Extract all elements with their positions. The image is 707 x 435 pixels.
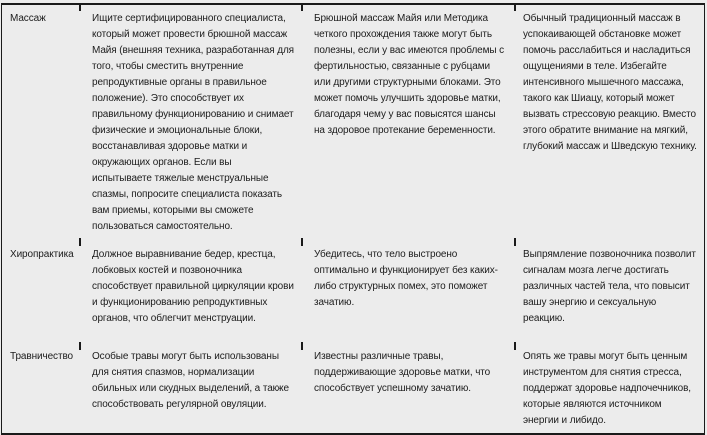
column-tick — [79, 238, 81, 246]
cell-massage-maya-technique: Брюшной массаж Майя или Методика четкого прохождения также могут быть полезны, если у вас имеются проблемы с фертильностью, связанные с рубцами или другими структурными блоками. Это может помочь улучшить здоровье матки, благодаря чему у вас повысятся шансы на здоровое протекание беременности. — [314, 13, 505, 136]
column-tick — [514, 238, 516, 246]
column-tick — [301, 3, 303, 11]
row-label-massage: Массаж — [10, 13, 46, 24]
cell-massage-seek-specialist: Ищите сертифицированного специалиста, который может провести брюшной массаж Майя (внешняя техника, разработанная для того, чтобы сместить внутренние репродуктивные органы в правильное положение). Это способствует их правильному функционированию и снимает физические и эмоциональные блоки, восстанавливая здоровье матки и окружающих органов. Если вы испытываете тяжелые менструальные спазмы, попросите специалиста показать вам приемы, которыми вы сможете пользоваться самостоятельно. — [92, 13, 294, 232]
cell-chiropractic-alignment: Должное выравнивание бедер, крестца, лобковых костей и позвоночника способствует правильной циркуляции крови и функционированию репродуктивных органов, что облегчит менструации. — [92, 249, 294, 324]
column-tick — [79, 342, 81, 350]
column-tick — [79, 3, 81, 11]
row-label-herbalism: Травничество — [10, 351, 74, 362]
cell-herbalism-stress: Опять же травы могут быть ценным инструментом для снятия стресса, поддержат здоровье надпочечников, которые являются источником энергии и либидо. — [523, 351, 691, 426]
column-tick — [301, 238, 303, 246]
cell-chiropractic-conception: Убедитесь, что тело выстроено оптимально и функционирует без каких-либо структурных помех, это поможет зачатию. — [314, 249, 498, 308]
cell-herbalism-uterus: Известны различные травы, поддерживающие здоровье матки, что способствует успешному зачатию. — [314, 351, 491, 394]
cell-herbalism-cramps: Особые травы могут быть использованы для снятия спазмов, нормализации обильных или скудных выделений, а также способствовать регулярной овуляции. — [92, 351, 289, 410]
column-tick — [514, 3, 516, 11]
cell-chiropractic-spine: Выпрямление позвоночника позволит сигналам мозга легче достигать различных частей тела, что повысит вашу энергию и сексуальную реакцию. — [523, 249, 696, 324]
fertility-therapies-table — [1, 3, 705, 435]
column-tick — [301, 342, 303, 350]
row-label-chiropractic: Хиропрактика — [10, 249, 74, 260]
table-grid — [2, 5, 704, 433]
cell-massage-traditional: Обычный традиционный массаж в успокаивающей обстановке может помочь расслабиться и насладиться ощущениями в теле. Избегайте интенсивного мышечного массажа, такого как Шиацу, который может вызвать стрессовую реакцию. Вместо этого обратите внимание на мягкий, глубокий массаж и Шведскую технику. — [523, 13, 697, 152]
column-tick — [514, 342, 516, 350]
